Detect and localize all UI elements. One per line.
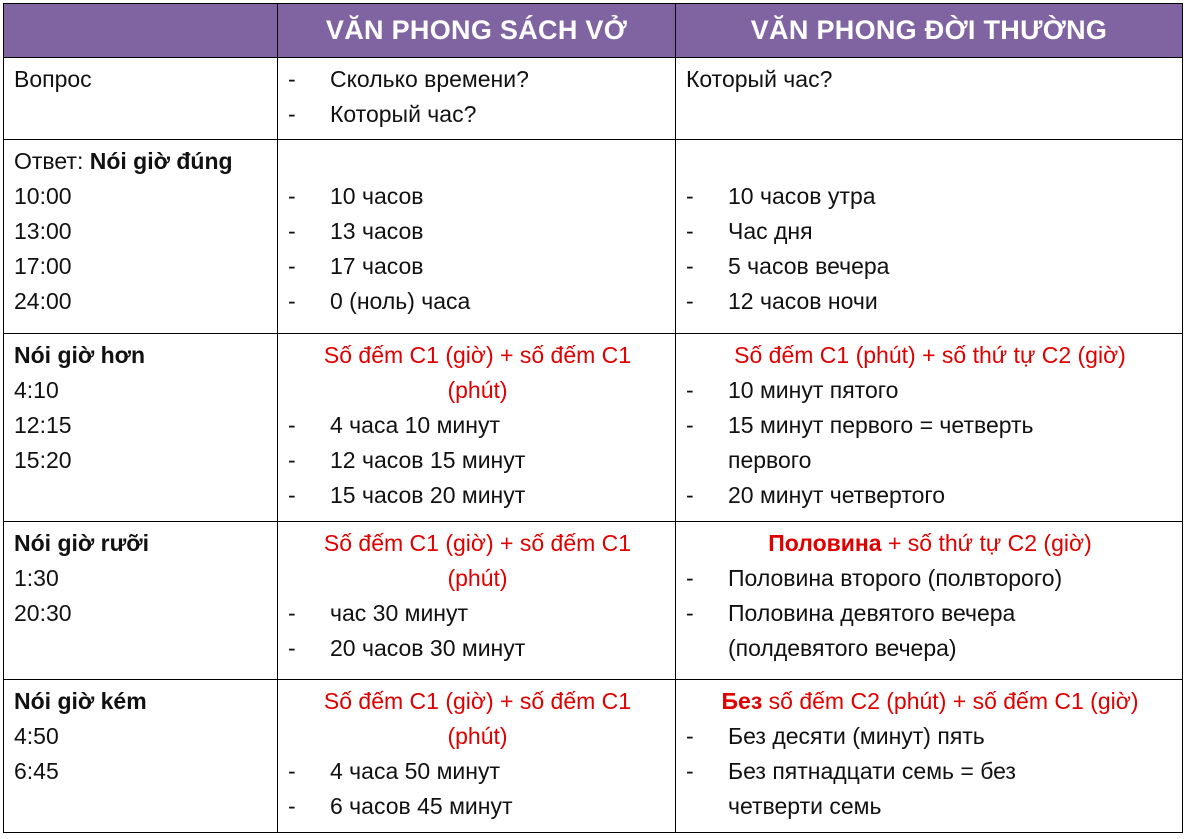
row-label-cell	[4, 680, 278, 833]
everyday-cell	[676, 58, 1183, 140]
row-label: Вопрос	[14, 66, 92, 92]
list-item: - 4 часа 10 минут	[288, 408, 675, 443]
time-value: 4:50	[14, 723, 59, 749]
dash-marker: -	[686, 183, 694, 209]
table-row-question	[4, 58, 1183, 140]
list-item: - 10 часов утра	[686, 179, 1182, 214]
dash-marker: -	[686, 412, 694, 438]
list-item: - Половина девятого вечера	[686, 596, 1182, 631]
list-item-continuation: четверти семь	[728, 793, 882, 819]
time-value: 20:30	[14, 600, 72, 626]
time-value: 12:15	[14, 412, 72, 438]
list-item: - 17 часов	[288, 249, 675, 284]
dash-marker: -	[288, 66, 296, 92]
dash-marker: -	[288, 447, 296, 473]
dash-marker: -	[686, 377, 694, 403]
row-label: Ответ: Nói giờ đúng	[14, 148, 233, 174]
list-item: Который час?	[686, 66, 833, 92]
row-label-cell	[4, 334, 278, 522]
time-value: 10:00	[14, 183, 72, 209]
header-book-style: VĂN PHONG SÁCH VỞ	[278, 4, 676, 58]
time-value: 1:30	[14, 565, 59, 591]
list-item: - 20 минут четвертого	[686, 478, 1182, 513]
dash-marker: -	[288, 412, 296, 438]
book-cell	[278, 334, 676, 522]
formula-rule: Số đếm C1 (giờ) + số đếm C1	[323, 342, 632, 368]
dash-marker: -	[686, 758, 694, 784]
list-item-continuation: первого	[728, 447, 812, 473]
list-item: - 6 часов 45 минут	[288, 789, 675, 824]
list-item: - 10 минут пятого	[686, 373, 1182, 408]
table-row-exact-time	[4, 140, 1183, 334]
list-item: - 5 часов вечера	[686, 249, 1182, 284]
list-item: - 15 часов 20 минут	[288, 478, 675, 513]
formula-rule: Số đếm C1 (phút) + số thứ tự C2 (giờ)	[734, 342, 1126, 368]
list-item: - Который час?	[288, 97, 675, 132]
book-cell	[278, 522, 676, 680]
book-cell	[278, 140, 676, 334]
dash-marker: -	[686, 288, 694, 314]
time-expressions-table	[3, 3, 1183, 833]
table-row-half-past	[4, 522, 1183, 680]
dash-marker: -	[288, 253, 296, 279]
time-value: 6:45	[14, 758, 59, 784]
header-everyday-style: VĂN PHONG ĐỜI THƯỜNG	[676, 4, 1183, 58]
dash-marker: -	[288, 288, 296, 314]
list-item: - час 30 минут	[288, 596, 675, 631]
table-row-past-time	[4, 334, 1183, 522]
everyday-cell	[676, 140, 1183, 334]
list-item: - Час дня	[686, 214, 1182, 249]
list-item: - Половина второго (полвторого)	[686, 561, 1182, 596]
formula-rule: Số đếm C1 (giờ) + số đếm C1	[323, 688, 632, 714]
dash-marker: -	[288, 101, 296, 127]
book-cell	[278, 680, 676, 833]
row-label: Nói giờ rưỡi	[14, 530, 149, 556]
formula-rule: Без số đếm C2 (phút) + số đếm C1 (giờ)	[721, 688, 1139, 714]
time-value: 15:20	[14, 447, 72, 473]
formula-rule: (phút)	[447, 723, 508, 749]
row-label-cell	[4, 58, 278, 140]
time-value: 13:00	[14, 218, 72, 244]
list-item-continuation: (полдевятого вечера)	[728, 635, 957, 661]
list-item: - 10 часов	[288, 179, 675, 214]
row-label: Nói giờ hơn	[14, 342, 146, 368]
dash-marker: -	[288, 635, 296, 661]
time-value: 24:00	[14, 288, 72, 314]
list-item: - Без десяти (минут) пять	[686, 719, 1182, 754]
row-label-cell	[4, 522, 278, 680]
time-value: 4:10	[14, 377, 59, 403]
dash-marker: -	[686, 253, 694, 279]
formula-rule: Половина + số thứ tự C2 (giờ)	[768, 530, 1092, 556]
formula-rule: (phút)	[447, 377, 508, 403]
dash-marker: -	[288, 482, 296, 508]
list-item: - Без пятнадцати семь = без	[686, 754, 1182, 789]
list-item: - 12 часов 15 минут	[288, 443, 675, 478]
everyday-cell	[676, 680, 1183, 833]
everyday-cell	[676, 522, 1183, 680]
dash-marker: -	[686, 600, 694, 626]
formula-rule: (phút)	[447, 565, 508, 591]
formula-rule: Số đếm C1 (giờ) + số đếm C1	[323, 530, 632, 556]
list-item: - 12 часов ночи	[686, 284, 1182, 319]
dash-marker: -	[686, 723, 694, 749]
row-label-cell	[4, 140, 278, 334]
time-value: 17:00	[14, 253, 72, 279]
dash-marker: -	[288, 758, 296, 784]
everyday-cell	[676, 334, 1183, 522]
dash-marker: -	[686, 482, 694, 508]
dash-marker: -	[686, 565, 694, 591]
dash-marker: -	[288, 600, 296, 626]
header-cell-empty	[4, 4, 278, 58]
dash-marker: -	[288, 183, 296, 209]
dash-marker: -	[686, 218, 694, 244]
book-cell	[278, 58, 676, 140]
list-item: - 13 часов	[288, 214, 675, 249]
dash-marker: -	[288, 218, 296, 244]
list-item: - 15 минут первого = четверть	[686, 408, 1182, 443]
list-item: - 4 часа 50 минут	[288, 754, 675, 789]
list-item: - 0 (ноль) часа	[288, 284, 675, 319]
table-row-to-time	[4, 680, 1183, 833]
dash-marker: -	[288, 793, 296, 819]
list-item: - Сколько времени?	[288, 62, 675, 97]
header-row	[4, 4, 1183, 58]
list-item: - 20 часов 30 минут	[288, 631, 675, 666]
row-label: Nói giờ kém	[14, 688, 147, 714]
